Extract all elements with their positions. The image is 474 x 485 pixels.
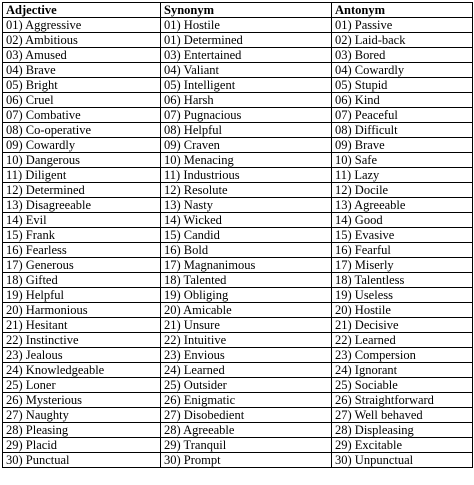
table-row [3, 138, 473, 153]
synonym-cell: 08) Helpful [161, 123, 332, 138]
antonym-cell: 18) Talentless [332, 273, 473, 288]
table-row [3, 288, 473, 303]
synonym-cell: 29) Tranquil [161, 438, 332, 453]
table-row [3, 393, 473, 408]
table-row [3, 78, 473, 93]
antonym-cell: 25) Sociable [332, 378, 473, 393]
antonym-cell: 20) Hostile [332, 303, 473, 318]
antonym-cell: 14) Good [332, 213, 473, 228]
antonym-cell: 11) Lazy [332, 168, 473, 183]
table-row [3, 153, 473, 168]
synonym-cell: 25) Outsider [161, 378, 332, 393]
adjective-cell: 13) Disagreeable [3, 198, 161, 213]
antonym-cell: 26) Straightforward [332, 393, 473, 408]
adjective-cell: 10) Dangerous [3, 153, 161, 168]
synonym-cell: 06) Harsh [161, 93, 332, 108]
antonym-cell: 29) Excitable [332, 438, 473, 453]
adjective-cell: 27) Naughty [3, 408, 161, 423]
table-body [3, 18, 473, 468]
table-row [3, 378, 473, 393]
table-row [3, 213, 473, 228]
antonym-cell: 22) Learned [332, 333, 473, 348]
synonym-cell: 05) Intelligent [161, 78, 332, 93]
synonym-cell: 22) Intuitive [161, 333, 332, 348]
table-row [3, 318, 473, 333]
header-row [3, 3, 473, 18]
antonym-cell: 04) Cowardly [332, 63, 473, 78]
synonym-cell: 12) Resolute [161, 183, 332, 198]
antonym-cell: 15) Evasive [332, 228, 473, 243]
synonym-cell: 15) Candid [161, 228, 332, 243]
table-row [3, 453, 473, 468]
table-row [3, 333, 473, 348]
synonym-cell: 28) Agreeable [161, 423, 332, 438]
synonym-cell: 18) Talented [161, 273, 332, 288]
antonym-cell: 01) Passive [332, 18, 473, 33]
adjective-cell: 14) Evil [3, 213, 161, 228]
antonym-cell: 21) Decisive [332, 318, 473, 333]
antonym-cell: 07) Peaceful [332, 108, 473, 123]
synonym-cell: 20) Amicable [161, 303, 332, 318]
adjective-cell: 15) Frank [3, 228, 161, 243]
synonym-cell: 16) Bold [161, 243, 332, 258]
adjective-cell: 18) Gifted [3, 273, 161, 288]
table-row [3, 303, 473, 318]
antonym-cell: 24) Ignorant [332, 363, 473, 378]
adjective-cell: 24) Knowledgeable [3, 363, 161, 378]
adjective-cell: 12) Determined [3, 183, 161, 198]
table-row [3, 273, 473, 288]
header-adjective: Adjective [3, 3, 161, 18]
table-row [3, 63, 473, 78]
table-row [3, 243, 473, 258]
adjective-table [2, 2, 473, 468]
table-row [3, 438, 473, 453]
synonym-cell: 14) Wicked [161, 213, 332, 228]
synonym-cell: 01) Hostile [161, 18, 332, 33]
adjective-cell: 02) Ambitious [3, 33, 161, 48]
table-row [3, 258, 473, 273]
adjective-cell: 04) Brave [3, 63, 161, 78]
header-antonym: Antonym [332, 3, 473, 18]
table-row [3, 228, 473, 243]
synonym-cell: 24) Learned [161, 363, 332, 378]
header-synonym: Synonym [161, 3, 332, 18]
table-row [3, 408, 473, 423]
table-row [3, 48, 473, 63]
antonym-cell: 23) Compersion [332, 348, 473, 363]
table-row [3, 18, 473, 33]
antonym-cell: 08) Difficult [332, 123, 473, 138]
table-row [3, 348, 473, 363]
table-row [3, 123, 473, 138]
synonym-cell: 17) Magnanimous [161, 258, 332, 273]
antonym-cell: 06) Kind [332, 93, 473, 108]
adjective-cell: 06) Cruel [3, 93, 161, 108]
antonym-cell: 19) Useless [332, 288, 473, 303]
antonym-cell: 17) Miserly [332, 258, 473, 273]
adjective-cell: 25) Loner [3, 378, 161, 393]
synonym-cell: 27) Disobedient [161, 408, 332, 423]
adjective-cell: 09) Cowardly [3, 138, 161, 153]
synonym-cell: 10) Menacing [161, 153, 332, 168]
synonym-cell: 23) Envious [161, 348, 332, 363]
adjective-cell: 23) Jealous [3, 348, 161, 363]
adjective-cell: 20) Harmonious [3, 303, 161, 318]
antonym-cell: 30) Unpunctual [332, 453, 473, 468]
table-row [3, 33, 473, 48]
synonym-cell: 30) Prompt [161, 453, 332, 468]
antonym-cell: 13) Agreeable [332, 198, 473, 213]
adjective-cell: 11) Diligent [3, 168, 161, 183]
antonym-cell: 16) Fearful [332, 243, 473, 258]
table-row [3, 93, 473, 108]
antonym-cell: 12) Docile [332, 183, 473, 198]
adjective-cell: 22) Instinctive [3, 333, 161, 348]
adjective-cell: 17) Generous [3, 258, 161, 273]
adjective-cell: 03) Amused [3, 48, 161, 63]
synonym-cell: 26) Enigmatic [161, 393, 332, 408]
adjective-cell: 29) Placid [3, 438, 161, 453]
adjective-cell: 28) Pleasing [3, 423, 161, 438]
adjective-cell: 08) Co-operative [3, 123, 161, 138]
adjective-cell: 01) Aggressive [3, 18, 161, 33]
adjective-cell: 19) Helpful [3, 288, 161, 303]
table-row [3, 198, 473, 213]
synonym-cell: 03) Entertained [161, 48, 332, 63]
synonym-cell: 19) Obliging [161, 288, 332, 303]
antonym-cell: 10) Safe [332, 153, 473, 168]
antonym-cell: 09) Brave [332, 138, 473, 153]
adjective-cell: 21) Hesitant [3, 318, 161, 333]
antonym-cell: 05) Stupid [332, 78, 473, 93]
synonym-cell: 04) Valiant [161, 63, 332, 78]
synonym-cell: 01) Determined [161, 33, 332, 48]
synonym-cell: 13) Nasty [161, 198, 332, 213]
synonym-cell: 09) Craven [161, 138, 332, 153]
adjective-cell: 26) Mysterious [3, 393, 161, 408]
table-row [3, 363, 473, 378]
antonym-cell: 28) Displeasing [332, 423, 473, 438]
synonym-cell: 11) Industrious [161, 168, 332, 183]
table-row [3, 183, 473, 198]
adjective-cell: 05) Bright [3, 78, 161, 93]
table-row [3, 423, 473, 438]
antonym-cell: 27) Well behaved [332, 408, 473, 423]
synonym-cell: 07) Pugnacious [161, 108, 332, 123]
adjective-cell: 16) Fearless [3, 243, 161, 258]
antonym-cell: 02) Laid-back [332, 33, 473, 48]
antonym-cell: 03) Bored [332, 48, 473, 63]
synonym-cell: 21) Unsure [161, 318, 332, 333]
adjective-cell: 30) Punctual [3, 453, 161, 468]
table-row [3, 168, 473, 183]
adjective-cell: 07) Combative [3, 108, 161, 123]
table-row [3, 108, 473, 123]
